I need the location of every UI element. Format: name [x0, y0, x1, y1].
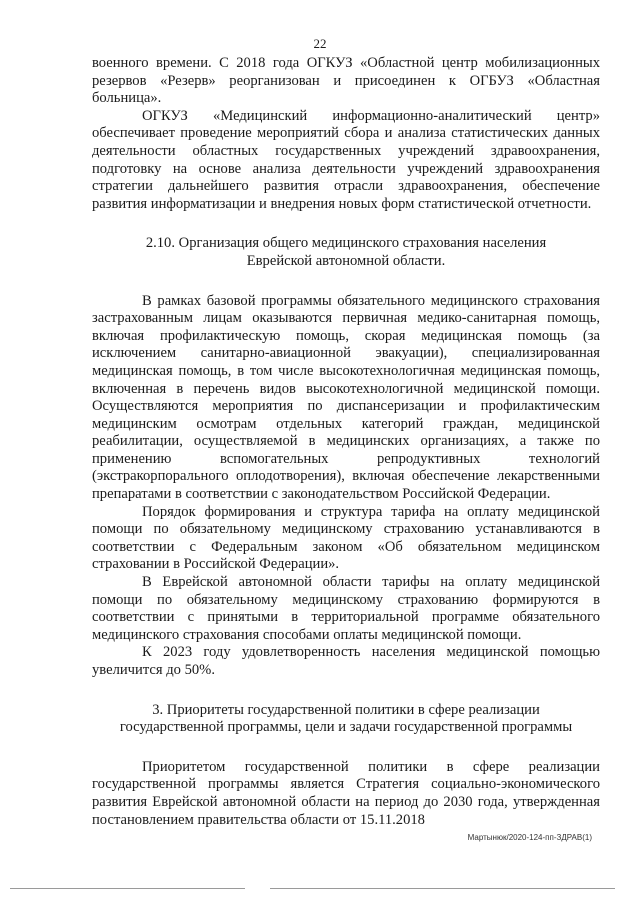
paragraph-tariff-region: В Еврейской автономной области тарифы на оплату медицинской помощи по обязательному медицинскому страхованию формируются в соответствии с принятыми в территориальной программе обязательного медицинского страхования способами оплаты медицинской помощи. [92, 574, 600, 643]
scan-edge-line-right [270, 888, 615, 889]
section-2-10-heading-line1: 2.10. Организация общего медицинского страхования населения [145, 235, 547, 252]
scan-edge-line-left [10, 888, 245, 889]
paragraph-mias: ОГКУЗ «Медицинский информационно-аналитический центр» обеспечивает проведение мероприятий сбора и анализа статистических данных деятельности областных государственных учреждений здравоохранения, подготовку на основе анализа деятельности учреждений здравоохранения стратегии дальнейшего развития отрасли здравоохранения, обеспечение развития информатизации и внедрения новых форм статистической отчетности. [92, 107, 600, 212]
paragraph-basic-program: В рамках базовой программы обязательного медицинского страхования застрахованным лицам оказываются первичная медико-санитарная помощь, включая профилактическую помощь, скорая медицинская помощь (за исключением санитарно-авиационной эвакуации), специализированная медицинская помощь, в том числе высокотехнологичная медицинская помощь, включенная в перечень видов высокотехнологичной медицинской помощи. Осуществляются мероприятия по диспансеризации и профилактическим медицинским осмотрам отдельных категорий граждан, медицинской реабилитации, осуществляемой в медицинских организациях, а также по применению вспомогательных репродуктивных технологий (экстракорпорального оплодотворения), включая обеспечение лекарственными препаратами в соответствии с законодательством Российской Федерации. [92, 292, 600, 503]
document-body [92, 55, 600, 829]
section-3-heading-line1: 3. Приоритеты государственной политики в сфере реализации [152, 701, 540, 718]
section-2-10-heading-line2: Еврейской автономной области. [246, 252, 446, 269]
paragraph-satisfaction: К 2023 году удовлетворенность населения медицинской помощью увеличится до 50%. [92, 644, 600, 678]
section-3-heading-line2: государственной программы, цели и задачи государственной программы [119, 719, 573, 736]
paragraph-continuation: военного времени. С 2018 года ОГКУЗ «Областной центр мобилизационных резервов «Резерв» реорганизован и присоединен к ОГБУЗ «Областная больница». [92, 55, 600, 107]
page-number: 22 [313, 36, 327, 51]
document-id: Мартынюк/2020-124-пп-ЗДРАВ(1) [467, 833, 592, 842]
paragraph-priority: Приоритетом государственной политики в сфере реализации государственной программы является Стратегия социально-экономического развития Еврейской автономной области на период до 2030 года, утвержденная постановлением правительства области от 15.11.2018 [92, 758, 600, 828]
paragraph-tariff-procedure: Порядок формирования и структура тарифа на оплату медицинской помощи по обязательному медицинскому страхованию устанавливаются в соответствии с Федеральным законом «Об обязательном медицинском страховании в Российской Федерации». [92, 503, 600, 573]
